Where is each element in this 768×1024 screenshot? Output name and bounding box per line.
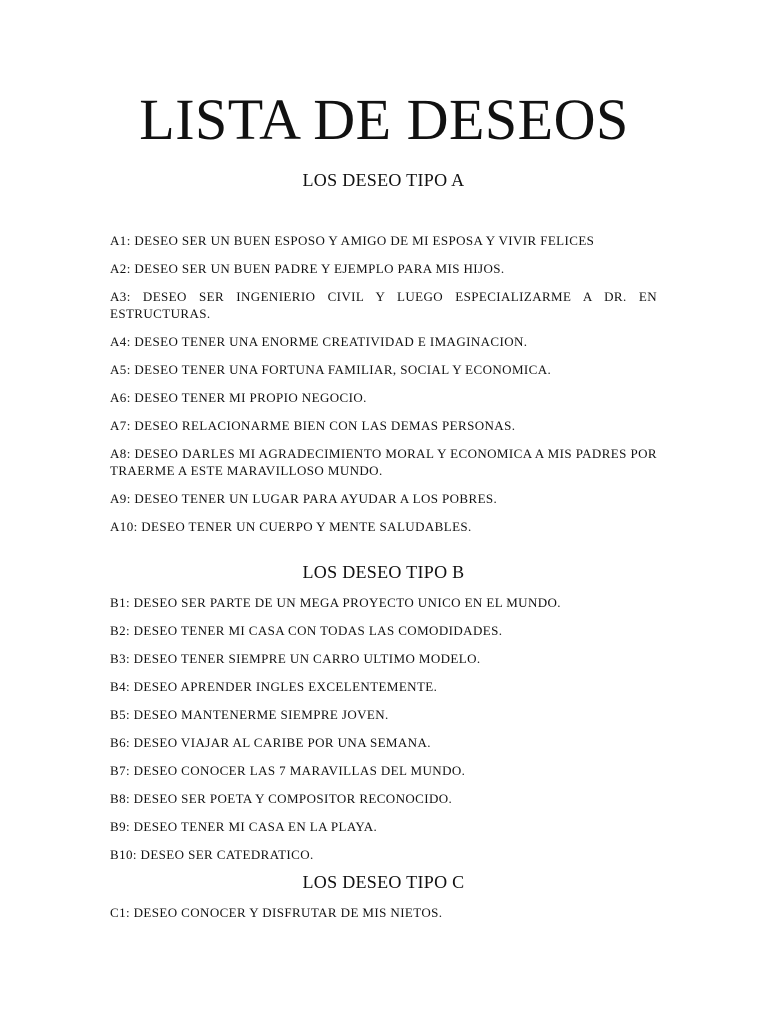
list-item: A4: DESEO TENER UNA ENORME CREATIVIDAD E IMAGINACION. (110, 334, 528, 349)
section-heading-c: LOS DESEO TIPO C (302, 872, 465, 892)
section-tipo-a (110, 168, 657, 546)
list-item: B4: DESEO APRENDER INGLES EXCELENTEMENTE. (110, 679, 438, 694)
list-item: A2: DESEO SER UN BUEN PADRE Y EJEMPLO PARA MIS HIJOS. (110, 261, 505, 276)
list-item: B1: DESEO SER PARTE DE UN MEGA PROYECTO UNICO EN EL MUNDO. (110, 595, 561, 610)
section-tipo-c (110, 870, 657, 921)
list-item: A5: DESEO TENER UNA FORTUNA FAMILIAR, SOCIAL Y ECONOMICA. (110, 362, 552, 377)
section-heading-b: LOS DESEO TIPO B (302, 562, 465, 582)
list-item: B8: DESEO SER POETA Y COMPOSITOR RECONOCIDO. (110, 791, 453, 806)
list-item: B5: DESEO MANTENERME SIEMPRE JOVEN. (110, 707, 389, 722)
list-item: A7: DESEO RELACIONARME BIEN CON LAS DEMAS PERSONAS. (110, 418, 516, 433)
list-item: A10: DESEO TENER UN CUERPO Y MENTE SALUDABLES. (110, 519, 472, 534)
wish-list-a (110, 232, 657, 535)
list-item: B10: DESEO SER CATEDRATICO. (110, 847, 314, 862)
list-item: A3: DESEO SER INGENIERIO CIVIL Y LUEGO ESPECIALIZARME A DR. EN ESTRUCTURAS. (110, 289, 657, 321)
wish-list-b (110, 594, 657, 863)
page-title: LISTA DE DESEOS (139, 87, 629, 152)
list-item: B6: DESEO VIAJAR AL CARIBE POR UNA SEMANA. (110, 735, 431, 750)
section-tipo-b (110, 560, 657, 874)
list-item: A6: DESEO TENER MI PROPIO NEGOCIO. (110, 390, 367, 405)
list-item: B2: DESEO TENER MI CASA CON TODAS LAS COMODIDADES. (110, 623, 503, 638)
list-item: C1: DESEO CONOCER Y DISFRUTAR DE MIS NIETOS. (110, 905, 443, 920)
section-heading-a: LOS DESEO TIPO A (302, 170, 465, 190)
list-item: A1: DESEO SER UN BUEN ESPOSO Y AMIGO DE MI ESPOSA Y VIVIR FELICES (110, 233, 595, 248)
list-item: B7: DESEO CONOCER LAS 7 MARAVILLAS DEL MUNDO. (110, 763, 466, 778)
list-item: A8: DESEO DARLES MI AGRADECIMIENTO MORAL Y ECONOMICA A MIS PADRES POR TRAERME A ESTE MARAVILLOSO MUNDO. (110, 446, 657, 478)
list-item: B3: DESEO TENER SIEMPRE UN CARRO ULTIMO MODELO. (110, 651, 481, 666)
wish-list-c (110, 904, 657, 921)
list-item: B9: DESEO TENER MI CASA EN LA PLAYA. (110, 819, 378, 834)
list-item: A9: DESEO TENER UN LUGAR PARA AYUDAR A LOS POBRES. (110, 491, 498, 506)
